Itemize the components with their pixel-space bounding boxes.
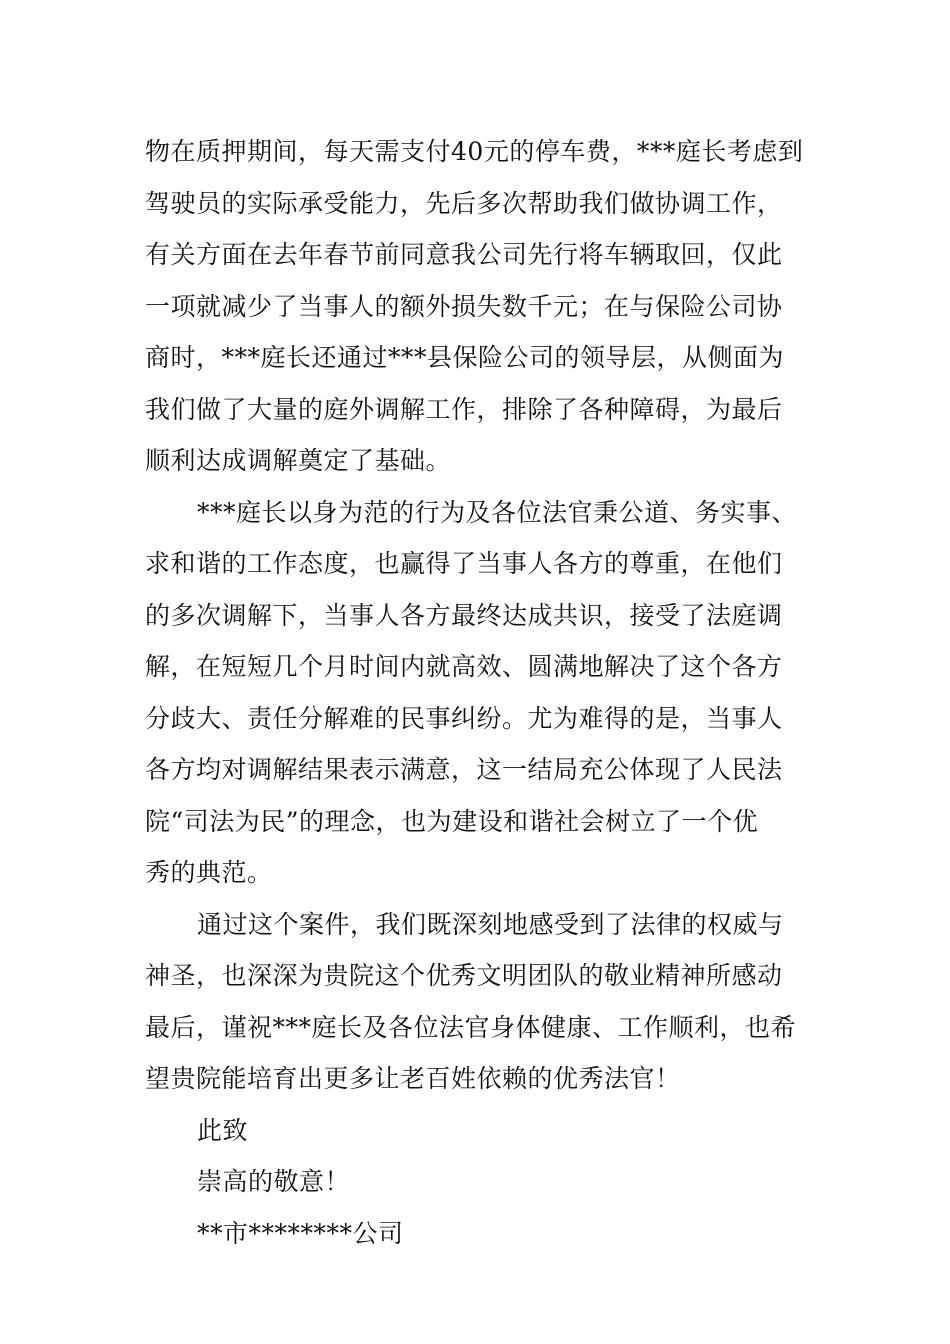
text-line: 各方均对调解结果表示满意，这一结局充公体现了人民法 [145,755,783,784]
text-line: 一项就减少了当事人的额外损失数千元；在与保险公司协 [145,291,783,321]
closing-salutation: 此致 [197,1115,249,1145]
text-line: 最后，谨祝***庭长及各位法官身体健康、工作顺利，也希 [145,1012,797,1042]
text-line: 望贵院能培育出更多让老百姓依赖的优秀法官！ [145,1064,681,1093]
text-line: 的多次调解下，当事人各方最终达成共识，接受了法庭调 [145,600,783,630]
text-line: 秀的典范。 [145,858,273,887]
text-line: 商时，***庭长还通过***县保险公司的领导层，从侧面为 [145,343,785,372]
text-line: 有关方面在去年春节前同意我公司先行将车辆取回，仅此 [145,240,783,269]
paragraph-first-line: 通过这个案件，我们既深刻地感受到了法律的权威与 [197,909,784,939]
closing-regards: 崇高的敬意！ [197,1167,351,1196]
text-line: 解，在短短几个月时间内就高效、圆满地解决了这个各方 [145,652,783,681]
text-line: 分歧大、责任分解难的民事纠纷。尤为难得的是，当事人 [145,703,783,733]
signature-company: **市********公司 [197,1218,404,1248]
letter-body [145,126,810,1259]
text-line: 求和谐的工作态度，也赢得了当事人各方的尊重，在他们 [145,549,783,578]
text-line: 院“司法为民”的理念，也为建设和谐社会树立了一个优 [145,806,759,836]
text-line: 我们做了大量的庭外调解工作，排除了各种障碍，为最后 [145,394,783,424]
text-line: 顺利达成调解奠定了基础。 [145,446,452,475]
text-line: 物在质押期间，每天需支付40元的停车费，***庭长考虑到 [145,137,804,166]
paragraph-first-line: ***庭长以身为范的行为及各位法官秉公道、务实事、 [197,497,798,527]
text-line: 驾驶员的实际承受能力，先后多次帮助我们做协调工作， [145,188,783,218]
text-line: 神圣，也深深为贵院这个优秀文明团队的敬业精神所感动 [145,961,783,990]
